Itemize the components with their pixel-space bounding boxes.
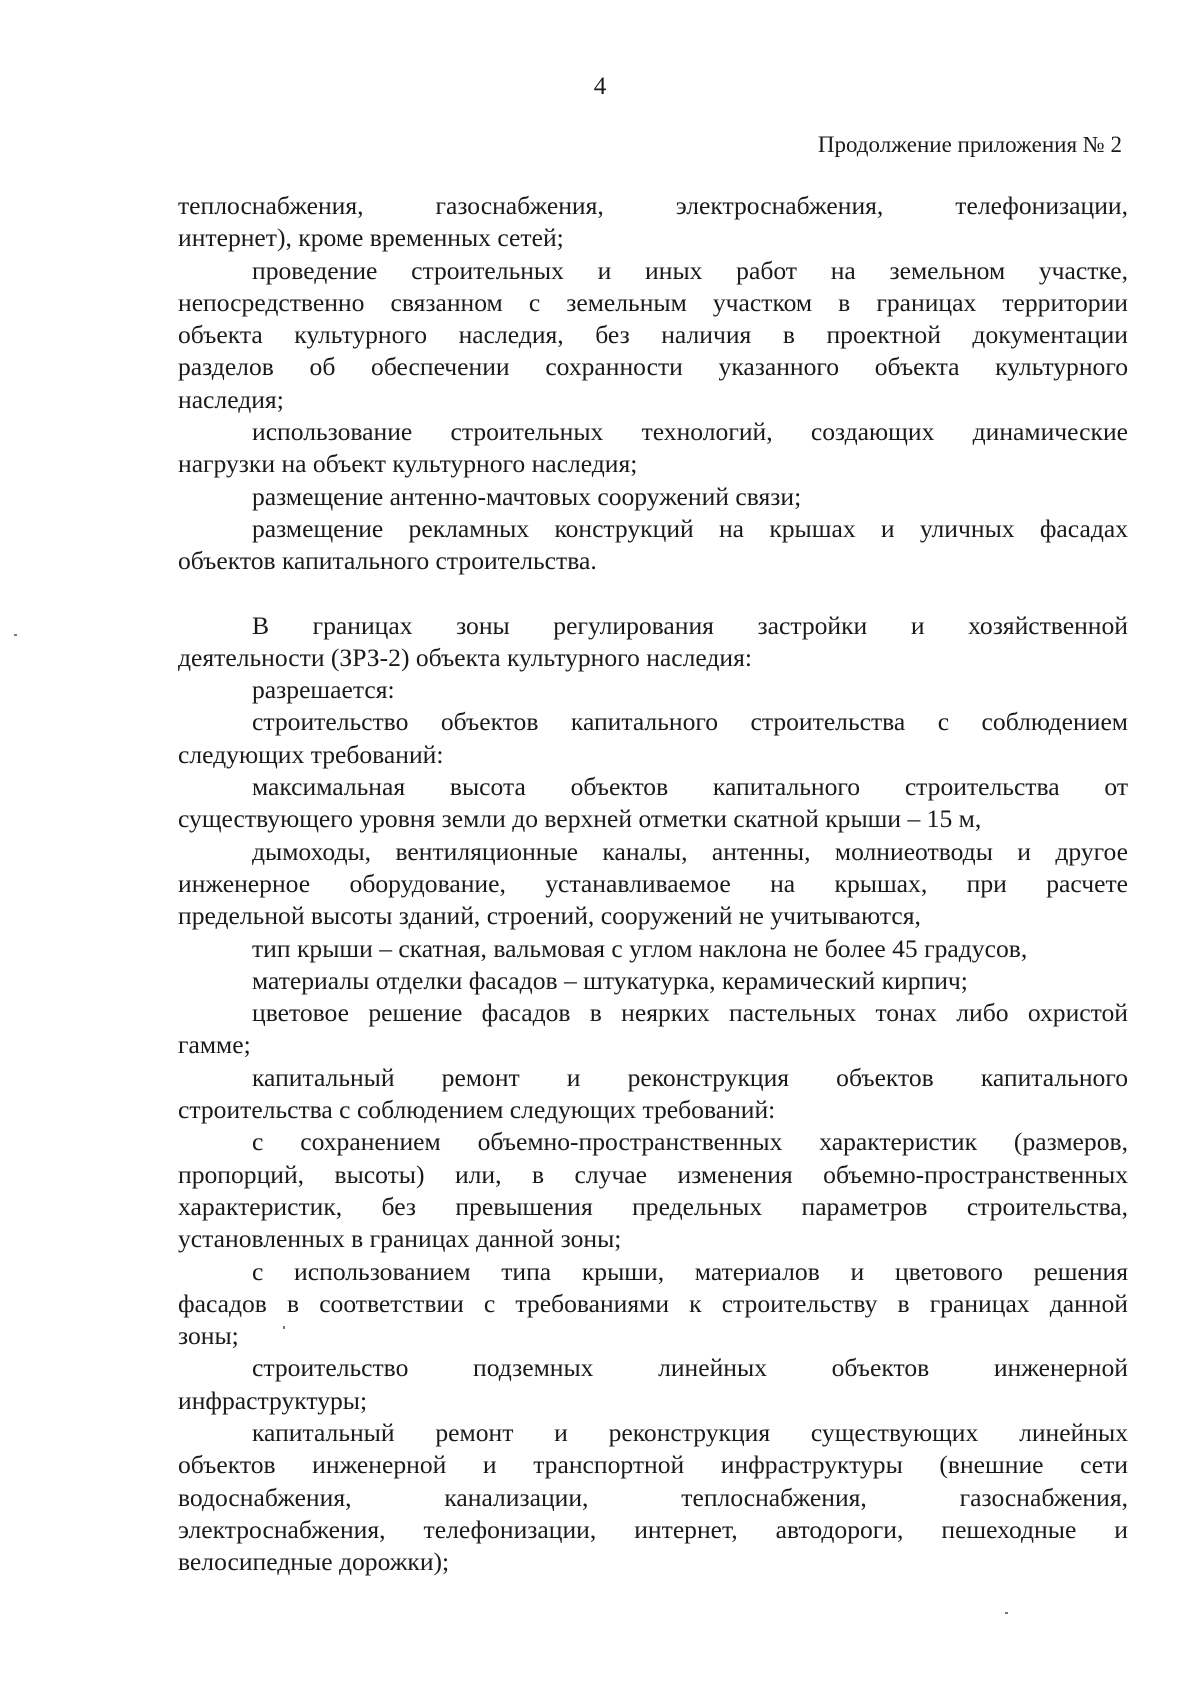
text-line: капитальный ремонт и реконструкция объектов капитального [252,1062,1128,1092]
text-line: строительства с соблюдением следующих требований: [178,1095,776,1125]
text-line: деятельности (ЗРЗ-2) объекта культурного наследия: [178,642,753,672]
text-line: интернет), кроме временных сетей; [178,223,564,253]
text-line: проведение строительных и иных работ на земельном участке, [252,255,1128,285]
scan-speck [283,1326,285,1329]
appendix-continuation-label: Продолжение приложения № 2 [817,132,1122,157]
text-line: велосипедные дорожки); [178,1547,450,1577]
text-line: электроснабжения, телефонизации, интернет, автодороги, пешеходные и [178,1514,1128,1544]
scan-speck [14,634,17,636]
text-line: непосредственно связанном с земельным участком в границах территории [178,287,1128,317]
text-line: теплоснабжения, газоснабжения, электроснабжения, телефонизации, [178,191,1128,220]
text-line: объекта культурного наследия, без наличия в проектной документации [178,320,1128,350]
paragraph-gap [178,578,1128,610]
text-line: с сохранением объемно-пространственных характеристик (размеров, [252,1127,1128,1157]
text-line: инфраструктуры; [178,1385,368,1415]
text-line: тип крыши – скатная, вальмовая с углом наклона не более 45 градусов, [252,933,1028,963]
text-line: максимальная высота объектов капитального строительства от [252,772,1128,802]
text-line: размещение рекламных конструкций на крышах и уличных фасадах [252,513,1128,543]
text-line: материалы отделки фасадов – штукатурка, керамический кирпич; [252,965,968,995]
text-line: дымоходы, вентиляционные каналы, антенны, молниеотводы и другое [252,836,1128,866]
text-line: нагрузки на объект культурного наследия; [178,449,638,479]
text-line: цветовое решение фасадов в неярких пастельных тонах либо охристой [252,998,1128,1028]
text-line: следующих требований: [178,739,444,769]
text-line: разделов об обеспечении сохранности указанного объекта культурного [178,352,1128,382]
text-line: строительство объектов капитального строительства с соблюдением [252,707,1128,737]
text-line: размещение антенно-мачтовых сооружений связи; [252,481,802,511]
document-body [178,190,1128,1578]
text-line: использование строительных технологий, создающих динамические [252,417,1128,447]
text-line: пропорций, высоты) или, в случае изменения объемно-пространственных [178,1159,1128,1189]
text-line: наследия; [178,384,284,414]
text-line: установленных в границах данной зоны; [178,1224,622,1254]
text-line: строительство подземных линейных объектов инженерной [252,1353,1128,1383]
text-line: гамме; [178,1030,251,1060]
scan-speck [1005,1612,1008,1614]
text-line: водоснабжения, канализации, теплоснабжения, газоснабжения, [178,1482,1128,1512]
text-line: инженерное оборудование, устанавливаемое на крышах, при расчете [178,868,1128,898]
text-line: объектов инженерной и транспортной инфраструктуры (внешние сети [178,1450,1128,1480]
page-number: 4 [593,73,607,100]
text-line: фасадов в соответствии с требованиями к строительству в границах данной [178,1288,1128,1318]
text-line: существующего уровня земли до верхней отметки скатной крыши – 15 м, [178,804,982,834]
text-line: разрешается: [252,675,395,705]
text-line: характеристик, без превышения предельных параметров строительства, [178,1191,1128,1221]
text-line: В границах зоны регулирования застройки и хозяйственной [252,610,1128,640]
text-line: объектов капитального строительства. [178,546,597,576]
text-line: предельной высоты зданий, строений, сооружений не учитываются, [178,901,921,931]
text-line: с использованием типа крыши, материалов и цветового решения [252,1256,1128,1286]
text-line: капитальный ремонт и реконструкция существующих линейных [252,1417,1128,1447]
text-line: зоны; [178,1321,239,1351]
